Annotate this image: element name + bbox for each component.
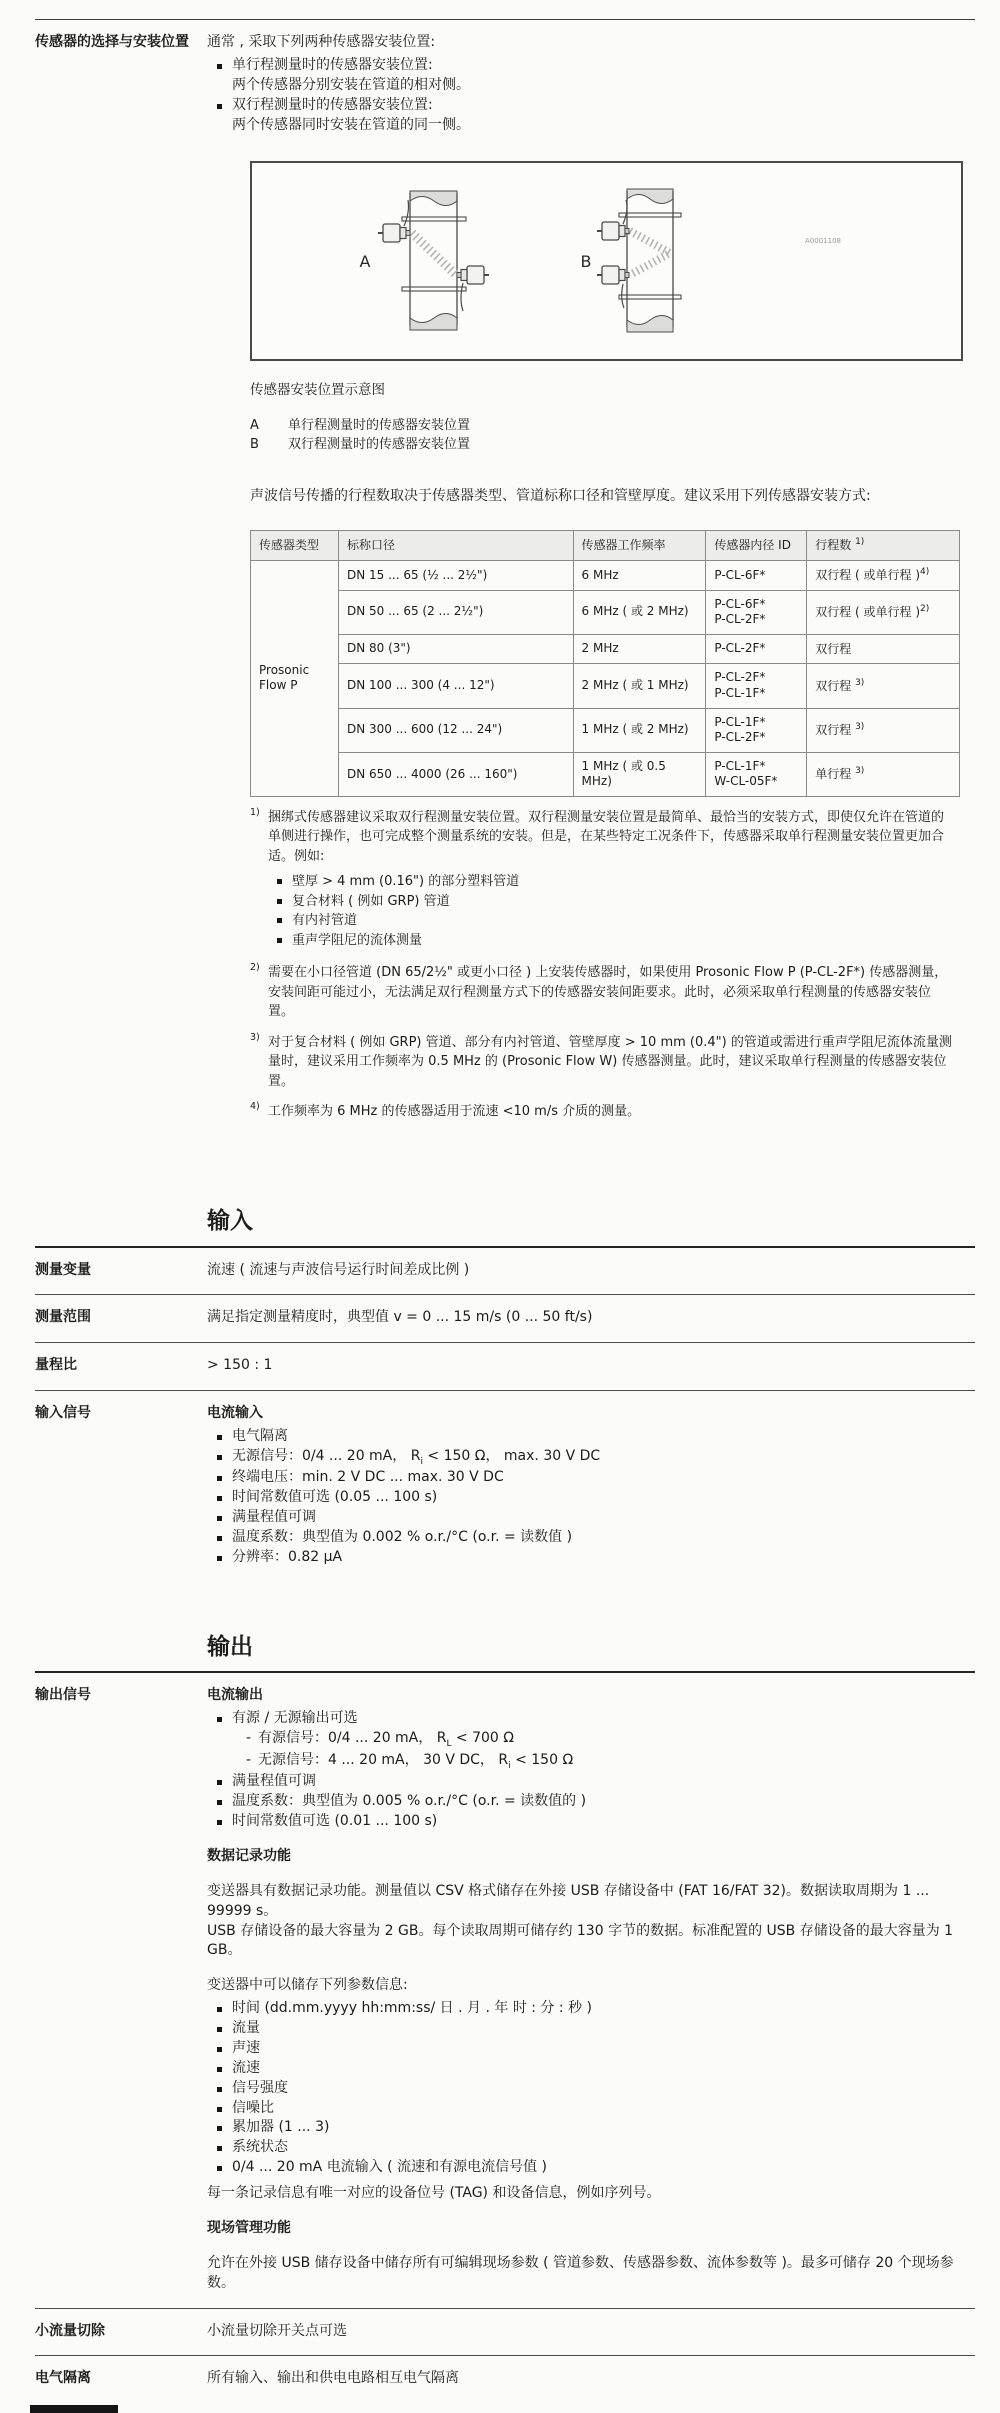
table-cell: P-CL-2F* [706, 634, 807, 664]
current-input-title: 电流输入 [207, 1405, 263, 1422]
list-item: 信号强度 [207, 2079, 975, 2099]
input-section-title: 输入 [207, 1207, 253, 1234]
legend-key: B [250, 437, 259, 453]
list-item: 温度系数：典型值为 0.005 % o.r./°C (o.r. = 读数值的 ) [207, 1792, 975, 1812]
table-row [251, 664, 960, 708]
footnote [250, 1102, 956, 1122]
site-mgmt-title: 现场管理功能 [207, 2219, 291, 2236]
table-cell: P-CL-2F* P-CL-1F* [706, 664, 807, 708]
footnote-number: 2) [250, 962, 260, 974]
footnote-number: 1) [250, 806, 260, 818]
legend-row [250, 416, 975, 436]
list-item: 满量程值可调 [207, 1772, 975, 1792]
list-item [207, 96, 975, 136]
legend-text: 单行程测量时的传感器安装位置 [288, 417, 471, 433]
table-cell: 双行程 ( 或单行程 )$^{4)}$ [807, 561, 960, 591]
table-cell: 1 MHz ( 或 2 MHz) [573, 708, 706, 752]
list-item: 时间常数值可选 (0.05 ... 100 s) [207, 1488, 975, 1508]
figure-label-a: A [359, 252, 371, 272]
table-cell: 双行程 $^{3)}$ [807, 708, 960, 752]
spec-label: 量程比 [35, 1357, 77, 1374]
installation-diagram [252, 163, 957, 355]
list-item: 满量程值可调 [207, 1508, 975, 1528]
list-item: 系统状态 [207, 2138, 975, 2158]
table-cell: 2 MHz [573, 634, 706, 664]
spec-label: 测量范围 [35, 1309, 91, 1326]
list-item: - 无源信号：4 ... 20 mA， 30 V DC， $R_i < 150$ Ω [246, 1751, 975, 1773]
input-signal-row [35, 1391, 975, 1582]
list-item: 时间 (dd.mm.yyyy hh:mm:ss/ 日 . 月 . 年 时 : 分 : 秒 ) [207, 1999, 975, 2019]
footnote [250, 963, 956, 1022]
table-header-cell: 行程数 $^{1)}$ [807, 531, 960, 561]
table-cell: 1 MHz ( 或 0.5 MHz) [573, 752, 706, 796]
table-cell: 2 MHz ( 或 1 MHz) [573, 664, 706, 708]
spec-value: > 150 : 1 [207, 1357, 273, 1374]
table-row [251, 634, 960, 664]
table-cell: P-CL-6F* [706, 561, 807, 591]
footnote-text: 捆绑式传感器建议采取双行程测量安装位置。双行程测量安装位置是最简单、最恰当的安装方式，即使仅允许在管道的单侧进行操作，也可完成整个测量系统的安装。但是，在某些特定工况条件下，传感器采取单行程测量安装位置更加合适。例如: [268, 809, 945, 864]
spec-label: 输入信号 [35, 1405, 91, 1422]
table-cell: 单行程 $^{3)}$ [807, 752, 960, 796]
list-item: 无源信号：0/4 ... 20 mA， $R_i < 150$ Ω， max. 30 V DC [207, 1447, 975, 1469]
table-cell: 双行程 $^{3)}$ [807, 664, 960, 708]
table-row [251, 561, 960, 591]
spec-label: 小流量切除 [35, 2322, 105, 2339]
list-item: 流速 [207, 2059, 975, 2079]
table-cell: P-CL-6F* P-CL-2F* [706, 590, 807, 634]
table-cell: DN 100 ... 300 (4 ... 12") [338, 664, 573, 708]
table-header-cell: 传感器内径 ID [706, 531, 807, 561]
installation-figure [250, 161, 963, 361]
table-cell: 6 MHz [573, 561, 706, 591]
footnote-text: 对于复合材料 ( 例如 GRP) 管道、部分有内衬管道、管壁厚度 > 10 mm (0.4") 的管道或需进行重声学阻尼流体流量测量时，建议采用工作频率为 0.5 MHz 的 (Prosonic Flow W) 传感器测量。此时，建议采取单行程测量的传感器安装位置。 [268, 1034, 952, 1089]
list-item: 复合材料 ( 例如 GRP) 管道 [268, 892, 956, 912]
table-cell: DN 80 (3") [338, 634, 573, 664]
spec-value: 所有输入、输出和供电电路相互电气隔离 [207, 2370, 459, 2387]
list-item: 壁厚 > 4 mm (0.16") 的部分塑料管道 [268, 872, 956, 892]
bullet-title: 双行程测量时的传感器安装位置: [232, 96, 433, 113]
table-cell: 双行程 [807, 634, 960, 664]
spec-row [35, 2356, 975, 2403]
intro-text: 通常 , 采取下列两种传感器安装位置: [207, 34, 436, 50]
footnote [250, 1033, 956, 1092]
table-header-row [251, 531, 960, 561]
footnote-text: 需要在小口径管道 (DN 65/2½" 或更小口径 ) 上安装传感器时，如果使用 Prosonic Flow P (P-CL-2F*) 传感器测量，安装间距可能过小，无法满足双行程测量方式下的传感器安装间距要求。此时，必须采取单行程测量的传感器安装位置。 [268, 965, 948, 1020]
table-cell: DN 50 ... 65 (2 ... 2½") [338, 590, 573, 634]
list-item [207, 56, 975, 96]
table-header-cell: 传感器工作频率 [573, 531, 706, 561]
datalog-tag-note: 每一条记录信息有唯一对应的设备位号 (TAG) 和设备信息，例如序列号。 [207, 2185, 661, 2202]
current-input-list [207, 1427, 975, 1568]
table-cell: DN 300 ... 600 (12 ... 24") [338, 708, 573, 752]
footnotes [250, 808, 956, 1122]
spec-value: 流速 ( 流速与声波信号运行时间差成比例 ) [207, 1261, 470, 1278]
list-item: 时间常数值可选 (0.01 ... 100 s) [207, 1812, 975, 1832]
spec-row [35, 2309, 975, 2357]
bullet-desc: 两个传感器同时安装在管道的同一侧。 [232, 116, 470, 133]
datalog-title: 数据记录功能 [207, 1847, 291, 1864]
output-section [35, 1634, 975, 2403]
datalog-params-list [207, 1999, 975, 2178]
spec-label: 测量变量 [35, 1261, 91, 1278]
output-signal-row [35, 1673, 975, 2308]
page-bottom-mark [30, 2405, 118, 2413]
table-cell: P-CL-1F* W-CL-05F* [706, 752, 807, 796]
traverse-paragraph: 声波信号传播的行程数取决于传感器类型、管道标称口径和管壁厚度。建议采用下列传感器安装方式: [250, 487, 871, 504]
figure-legend [250, 416, 975, 455]
install-position-list [207, 56, 975, 136]
table-row [251, 590, 960, 634]
section-content [207, 33, 975, 1122]
table-cell: P-CL-1F* P-CL-2F* [706, 708, 807, 752]
bullet-desc: 两个传感器分别安装在管道的相对侧。 [232, 76, 470, 93]
footnote [250, 808, 956, 953]
list-item: 累加器 (1 ... 3) [207, 2118, 975, 2138]
footnote-number: 3) [250, 1031, 260, 1043]
list-item: 重声学阻尼的流体测量 [268, 931, 956, 951]
list-item: 终端电压：min. 2 V DC ... max. 30 V DC [207, 1468, 975, 1488]
list-item: - 有源信号：0/4 ... 20 mA， $R_L < 700$ Ω [246, 1729, 975, 1751]
footnote-bullet-list [268, 872, 956, 950]
list-item: 电气隔离 [207, 1427, 975, 1447]
current-output-list [207, 1709, 975, 1832]
datalog-params-intro: 变送器中可以储存下列参数信息: [207, 1977, 408, 1994]
list-item: 分辨率：0.82 µA [207, 1548, 975, 1568]
figure-label-b: B [580, 252, 592, 272]
table-cell: 双行程 ( 或单行程 )$^{2)}$ [807, 590, 960, 634]
spec-value: 小流量切除开关点可选 [207, 2322, 347, 2339]
output-section-title: 输出 [207, 1633, 253, 1660]
table-cell: 6 MHz ( 或 2 MHz) [573, 590, 706, 634]
list-item: 流量 [207, 2019, 975, 2039]
datalog-paragraph: 变送器具有数据记录功能。测量值以 CSV 格式储存在外接 USB 存储设备中 (FAT 16/FAT 32)。数据读取周期为 1 ... 99999 s。 USB 存储设备的最大容量为 2 GB。每个读取周期可储存约 130 字节的数据。标准配置的 USB 存储设备的最大容量为 1 GB。 [207, 1882, 954, 1959]
list-item: 0/4 ... 20 mA 电流输入 ( 流速和有源电流信号值 ) [207, 2158, 975, 2178]
spec-label: 电气隔离 [35, 2370, 91, 2387]
list-item: 温度系数：典型值为 0.002 % o.r./°C (o.r. = 读数值 ) [207, 1528, 975, 1548]
spec-label: 输出信号 [35, 1687, 91, 1704]
spec-row [35, 1295, 975, 1343]
section-label: 传感器的选择与安装位置 [35, 34, 189, 50]
sensor-type-cell: Prosonic Flow P [251, 561, 339, 797]
figure-caption: 传感器安装位置示意图 [250, 382, 385, 399]
legend-row [250, 435, 975, 455]
sensor-selection-section [35, 19, 975, 1122]
footnote-text: 工作频率为 6 MHz 的传感器适用于流速 <10 m/s 介质的测量。 [268, 1104, 641, 1120]
sensor-selection-table [250, 530, 960, 797]
footnote-number: 4) [250, 1101, 260, 1113]
legend-key: A [250, 417, 259, 433]
list-item: 声速 [207, 2039, 975, 2059]
pipe-a-illustration [360, 191, 489, 330]
spec-row [35, 1248, 975, 1296]
legend-text: 双行程测量时的传感器安装位置 [288, 437, 471, 453]
signal-sublist [232, 1729, 975, 1772]
spec-value: 满足指定测量精度时，典型值 v = 0 ... 15 m/s (0 ... 50 ft/s) [207, 1309, 593, 1326]
table-cell: DN 15 ... 65 (½ ... 2½") [338, 561, 573, 591]
table-header-cell: 传感器类型 [251, 531, 339, 561]
input-section [35, 1208, 975, 1582]
table-row [251, 708, 960, 752]
table-cell: DN 650 ... 4000 (26 ... 160") [338, 752, 573, 796]
figure-id-code: A0001108 [805, 237, 841, 246]
list-item: 有内衬管道 [268, 911, 956, 931]
spec-row [35, 1343, 975, 1391]
bullet-title: 单行程测量时的传感器安装位置: [232, 56, 433, 73]
list-item: 信噪比 [207, 2099, 975, 2119]
current-output-title: 电流输出 [207, 1687, 263, 1704]
site-mgmt-text: 允许在外接 USB 储存设备中储存所有可编辑现场参数 ( 管道参数、传感器参数、流体参数等 )。最多可储存 20 个现场参数。 [207, 2254, 954, 2291]
list-item: 有源 / 无源输出可选 - 有源信号：0/4 ... 20 mA， $R_L < 700$ Ω - 无源信号：4 ... 20 mA， 30 V DC， $R_i < 150$ Ω [207, 1709, 975, 1772]
table-header-cell: 标称口径 [338, 531, 573, 561]
table-row [251, 752, 960, 796]
pipe-b-illustration [581, 189, 681, 332]
